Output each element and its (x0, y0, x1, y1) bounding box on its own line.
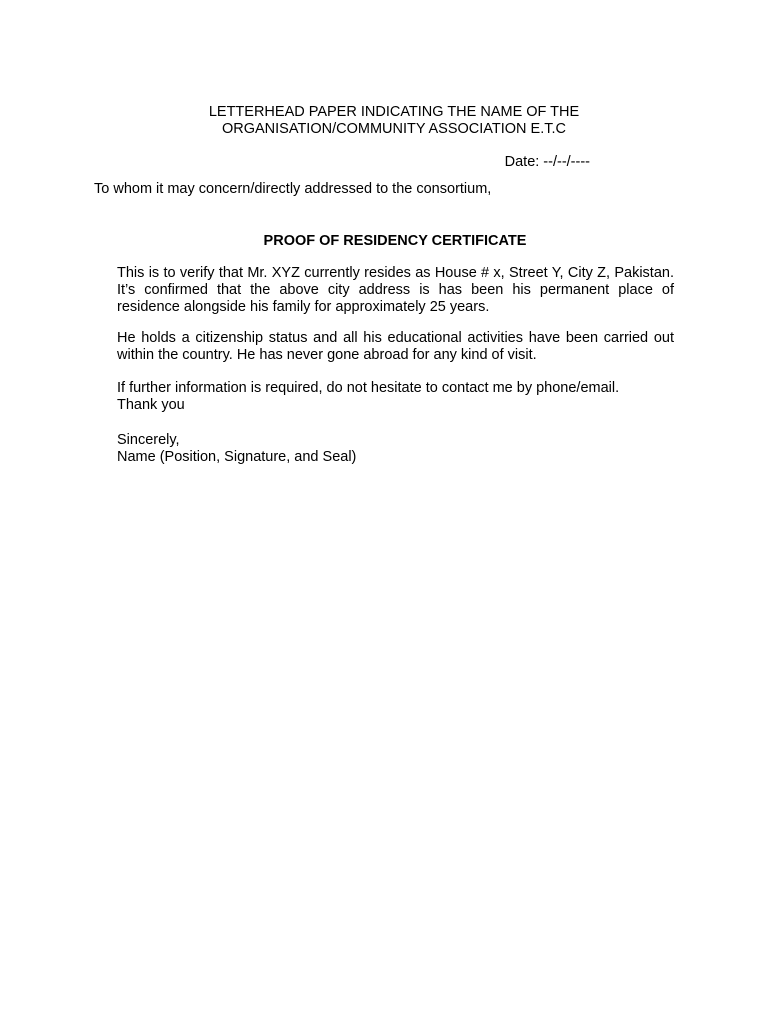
body-paragraph-verification: This is to verify that Mr. XYZ currently resides as House # x, Street Y, City Z, Pakistan. It’s confirmed that the above city address is has been his permanent place of residence alongside his family for approximately 25 years. (117, 265, 674, 315)
letterhead-line-2: ORGANISATION/COMMUNITY ASSOCIATION E.T.C (221, 121, 566, 137)
document-title: PROOF OF RESIDENCY CERTIFICATE (263, 233, 527, 249)
thank-you-line: Thank you (117, 397, 185, 413)
signature-line: Name (Position, Signature, and Seal) (117, 449, 357, 465)
salutation: To whom it may concern/directly addressed to the consortium, (94, 181, 492, 197)
date-line: Date: --/--/---- (504, 154, 590, 170)
body-paragraph-citizenship: He holds a citizenship status and all his educational activities have been carried out within the country. He has never gone abroad for any kind of visit. (117, 330, 674, 363)
body-paragraph-contact: If further information is required, do not hesitate to contact me by phone/email. (117, 380, 620, 396)
closing-line: Sincerely, (117, 432, 180, 448)
letterhead (94, 104, 694, 138)
letterhead-line-1: LETTERHEAD PAPER INDICATING THE NAME OF THE (208, 104, 580, 120)
